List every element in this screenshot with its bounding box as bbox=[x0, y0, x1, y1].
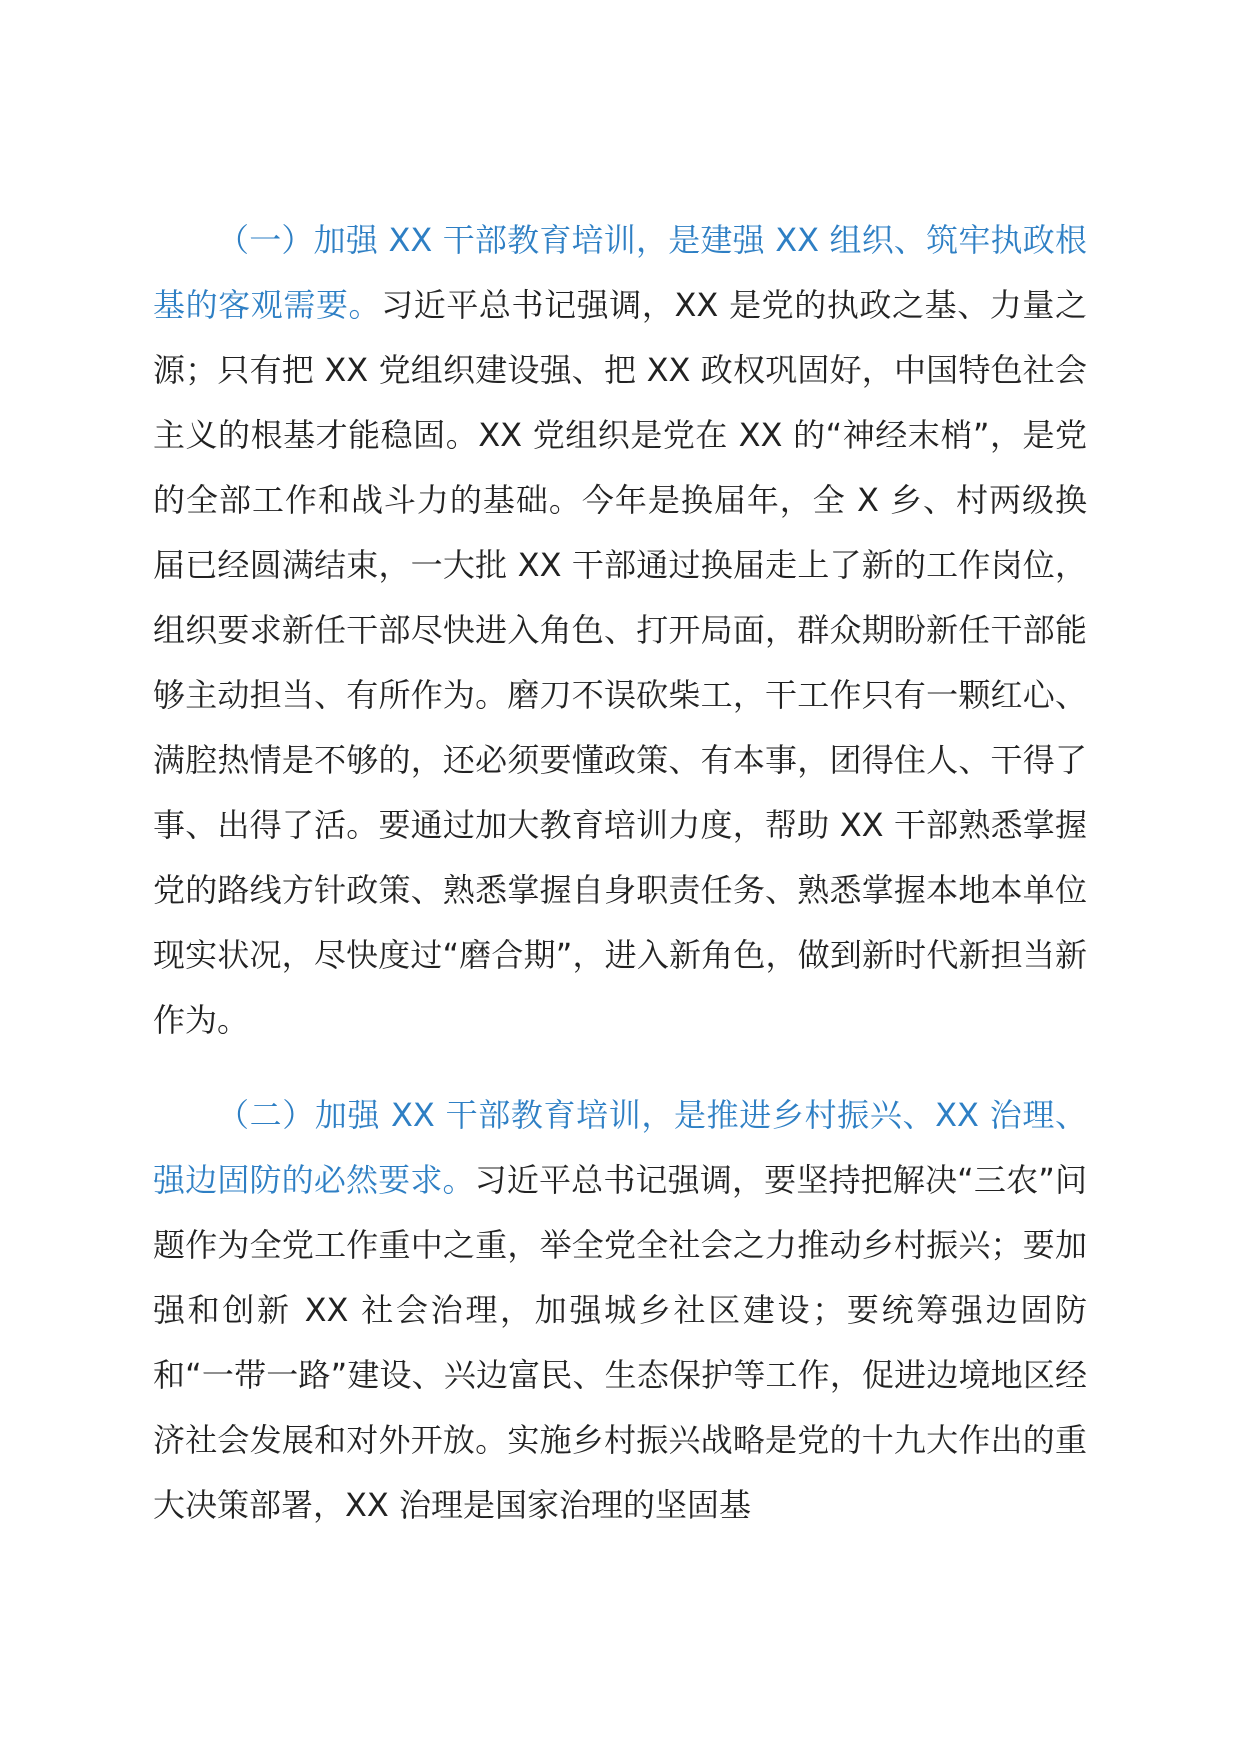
paragraph-1 bbox=[153, 208, 1087, 1053]
paragraph-1-body: 习近平总书记强调，XX 是党的执政之基、力量之源；只有把 XX 党组织建设强、把 XX 政权巩固好，中国特色社会主义的根基才能稳固。XX 党组织是党在 XX 的“神经末梢”，是党的全部工作和战斗力的基础。今年是换届年，全 X 乡、村两级换届已经圆满结束，一大批 XX 干部通过换届走上了新的工作岗位，组织要求新任干部尽快进入角色、打开局面，群众期盼新任干部能够主动担当、有所作为。磨刀不误砍柴工，干工作只有一颗红心、满腔热情是不够的，还必须要懂政策、有本事，团得住人、干得了事、出得了活。要通过加大教育培训力度，帮助 XX 干部熟悉掌握党的路线方针政策、熟悉掌握自身职责任务、熟悉掌握本地本单位现实状况，尽快度过“磨合期”，进入新角色，做到新时代新担当新作为。 bbox=[153, 286, 1087, 1039]
document-body bbox=[153, 208, 1087, 1538]
paragraph-2-body: 习近平总书记强调，要坚持把解决“三农”问题作为全党工作重中之重，举全党全社会之力推动乡村振兴；要加强和创新 XX 社会治理，加强城乡社区建设；要统筹强边固防和“一带一路”建设、兴边富民、生态保护等工作，促进边境地区经济社会发展和对外开放。实施乡村振兴战略是党的十九大作出的重大决策部署，XX 治理是国家治理的坚固基 bbox=[153, 1161, 1087, 1524]
paragraph-1-heading: （一）加强 XX 干部教育培训，是建强 XX 组织、筑牢执政根基的客观需要。 bbox=[153, 221, 1087, 324]
paragraph-2-heading: （二）加强 XX 干部教育培训，是推进乡村振兴、XX 治理、强边固防的必然要求。 bbox=[153, 1096, 1087, 1199]
paragraph-2 bbox=[153, 1083, 1087, 1538]
